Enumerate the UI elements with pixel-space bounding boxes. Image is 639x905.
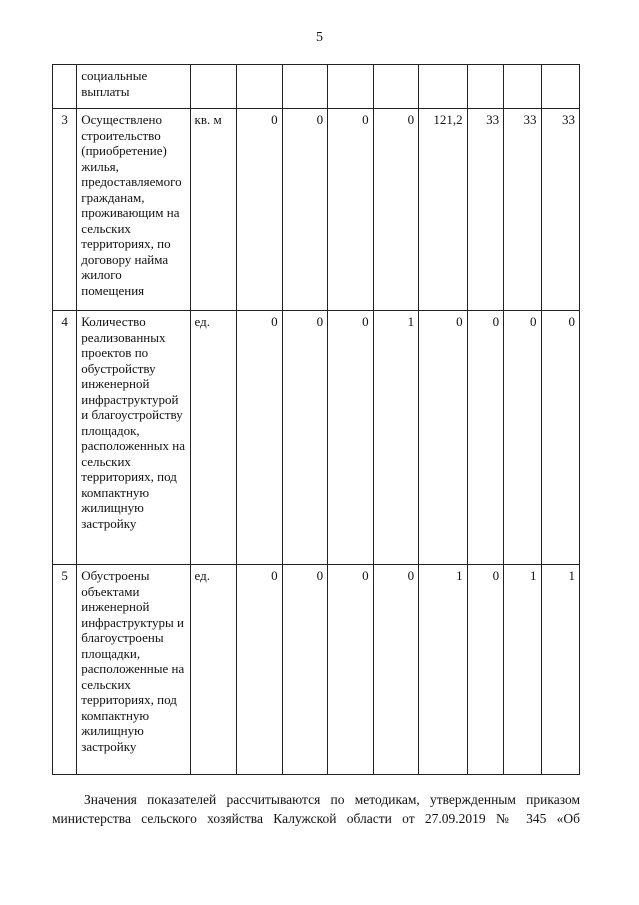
row-number-cell: 5 (53, 565, 77, 775)
table-row (53, 109, 580, 311)
value-cell: 1 (504, 565, 541, 775)
unit-cell: кв. м (190, 109, 237, 311)
indicators-table (52, 64, 580, 775)
value-cell: 1 (541, 565, 580, 775)
value-cell: 0 (282, 109, 328, 311)
indicator-name-cell: Осуществлено строительство (приобретение) жилья, предоставляемого гражданам, проживающим на сельских территориях, по договору найма жилого помещения (77, 109, 190, 311)
unit-cell: ед. (190, 565, 237, 775)
methodology-note (52, 790, 580, 828)
value-cell: 33 (541, 109, 580, 311)
row-number-cell: 3 (53, 109, 77, 311)
value-cell (328, 65, 374, 109)
value-cell (237, 65, 283, 109)
row-number-cell: 4 (53, 311, 77, 565)
table-row (53, 565, 580, 775)
unit-cell (190, 65, 237, 109)
indicator-name-cell: Количество реализованных проектов по обустройству инженерной инфраструктурой и благоустройству площадок, расположенных на сельских территориях, под компактную жилищную застройку (77, 311, 190, 565)
value-cell: 0 (373, 565, 419, 775)
value-cell (541, 65, 580, 109)
value-cell: 0 (237, 311, 283, 565)
value-cell: 33 (504, 109, 541, 311)
page-number: 5 (316, 30, 323, 45)
unit-cell: ед. (190, 311, 237, 565)
value-cell: 33 (467, 109, 503, 311)
row-number-cell (53, 65, 77, 109)
value-cell (373, 65, 419, 109)
value-cell: 0 (373, 109, 419, 311)
note-line: Значения показателей рассчитываются по методикам, утвержденным приказом (84, 792, 580, 807)
value-cell: 0 (237, 109, 283, 311)
value-cell: 1 (419, 565, 468, 775)
value-cell: 0 (237, 565, 283, 775)
value-cell (504, 65, 541, 109)
value-cell: 0 (282, 311, 328, 565)
value-cell: 121,2 (419, 109, 468, 311)
value-cell: 0 (504, 311, 541, 565)
value-cell: 0 (328, 311, 374, 565)
value-cell: 0 (328, 565, 374, 775)
note-line: министерства сельского хозяйства Калужской области от 27.09.2019 № 345 «Об (52, 811, 580, 826)
value-cell: 0 (467, 311, 503, 565)
value-cell: 0 (282, 565, 328, 775)
indicator-name-cell: Обустроены объектами инженерной инфраструктуры и благоустроены площадки, расположенные на сельских территориях, под компактную жилищную застройку (77, 565, 190, 775)
table-row (53, 311, 580, 565)
table-row (53, 65, 580, 109)
indicator-name-cell: социальные выплаты (77, 65, 190, 109)
value-cell: 1 (373, 311, 419, 565)
value-cell: 0 (541, 311, 580, 565)
value-cell: 0 (328, 109, 374, 311)
value-cell (282, 65, 328, 109)
value-cell (467, 65, 503, 109)
value-cell: 0 (419, 311, 468, 565)
value-cell: 0 (467, 565, 503, 775)
value-cell (419, 65, 468, 109)
